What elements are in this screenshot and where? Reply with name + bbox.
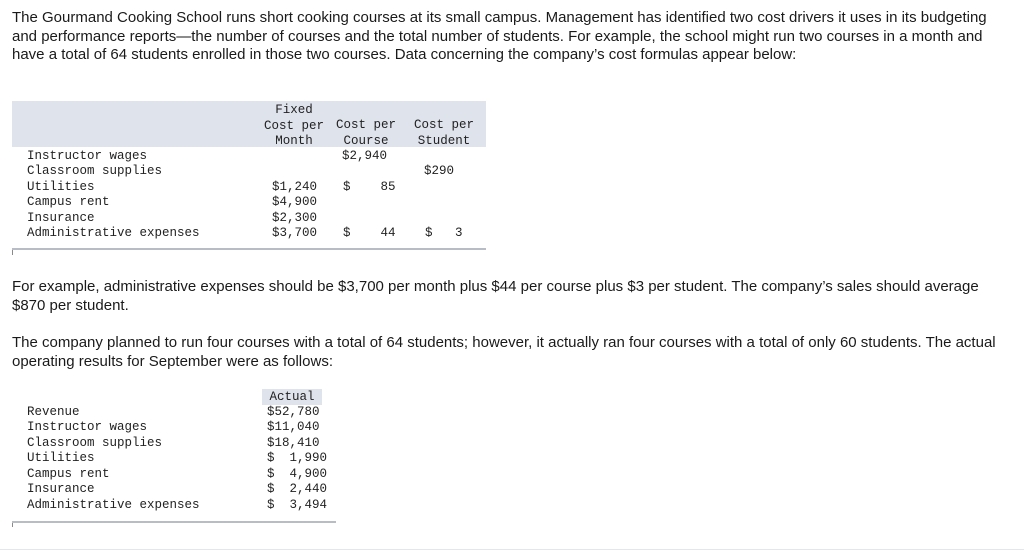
- cell-campus-rent-fixed: $4,900: [272, 195, 318, 209]
- cell-classroom-supplies-student: $290: [424, 164, 455, 178]
- row-label-instructor-wages: Instructor wages: [27, 420, 148, 434]
- cell-revenue-actual: $52,780: [267, 405, 320, 419]
- planned-paragraph: The company planned to run four courses with a total of 64 students; however, it actually ran four courses with a total of only 60 students. The actual operating results for September were as follows:: [12, 334, 996, 370]
- cell-administrative-expenses-student: $ 3: [425, 226, 463, 240]
- row-label-insurance: Insurance: [27, 482, 95, 496]
- row-label-classroom-supplies: Classroom supplies: [27, 164, 163, 178]
- actual-results-table: [12, 389, 336, 527]
- row-label-insurance: Insurance: [27, 211, 95, 225]
- cost-formula-table: [12, 101, 486, 253]
- cell-instructor-wages-actual: $11,040: [267, 420, 320, 434]
- row-label-utilities: Utilities: [27, 180, 95, 194]
- cost-table-bottom-rule: [12, 248, 486, 250]
- row-label-revenue: Revenue: [27, 405, 80, 419]
- cost-table-corner-tick: [12, 250, 13, 255]
- cell-administrative-expenses-course: $ 44: [343, 226, 396, 240]
- cell-administrative-expenses-fixed: $3,700: [272, 226, 318, 240]
- cell-utilities-course: $ 85: [343, 180, 396, 194]
- cell-administrative-expenses-actual: $ 3,494: [267, 498, 328, 512]
- cell-insurance-fixed: $2,300: [272, 211, 318, 225]
- page-divider: [0, 549, 1024, 550]
- header-actual: Actual: [269, 390, 315, 404]
- header-cost-per-course: Cost per Course: [335, 118, 396, 148]
- cell-utilities-actual: $ 1,990: [267, 451, 328, 465]
- actual-table-bottom-rule: [12, 521, 336, 523]
- intro-paragraph: The Gourmand Cooking School runs short cooking courses at its small campus. Management has identified two cost drivers it uses in its budgeting and performance reports—the number of courses and the total number of students. For example, the school might run two courses in a month and have a total of 64 students enrolled in those two courses. Data concerning the company’s cost formulas appear below:: [12, 9, 987, 63]
- row-label-campus-rent: Campus rent: [27, 467, 110, 481]
- row-label-administrative-expenses: Administrative expenses: [27, 226, 200, 240]
- cell-campus-rent-actual: $ 4,900: [267, 467, 328, 481]
- row-label-utilities: Utilities: [27, 451, 95, 465]
- cell-instructor-wages-course: $2,940: [342, 149, 388, 163]
- row-label-classroom-supplies: Classroom supplies: [27, 436, 163, 450]
- cell-utilities-fixed: $1,240: [272, 180, 318, 194]
- row-label-administrative-expenses: Administrative expenses: [27, 498, 200, 512]
- row-label-campus-rent: Campus rent: [27, 195, 110, 209]
- header-fixed-cost-per-month: Fixed Cost per Month: [263, 103, 324, 148]
- actual-table-corner-tick: [12, 523, 13, 527]
- row-label-instructor-wages: Instructor wages: [27, 149, 148, 163]
- cell-classroom-supplies-actual: $18,410: [267, 436, 320, 450]
- header-cost-per-student: Cost per Student: [413, 118, 474, 148]
- example-paragraph: For example, administrative expenses should be $3,700 per month plus $44 per course plus $3 per student. The company’s sales should average $870 per student.: [12, 278, 979, 314]
- cell-insurance-actual: $ 2,440: [267, 482, 328, 496]
